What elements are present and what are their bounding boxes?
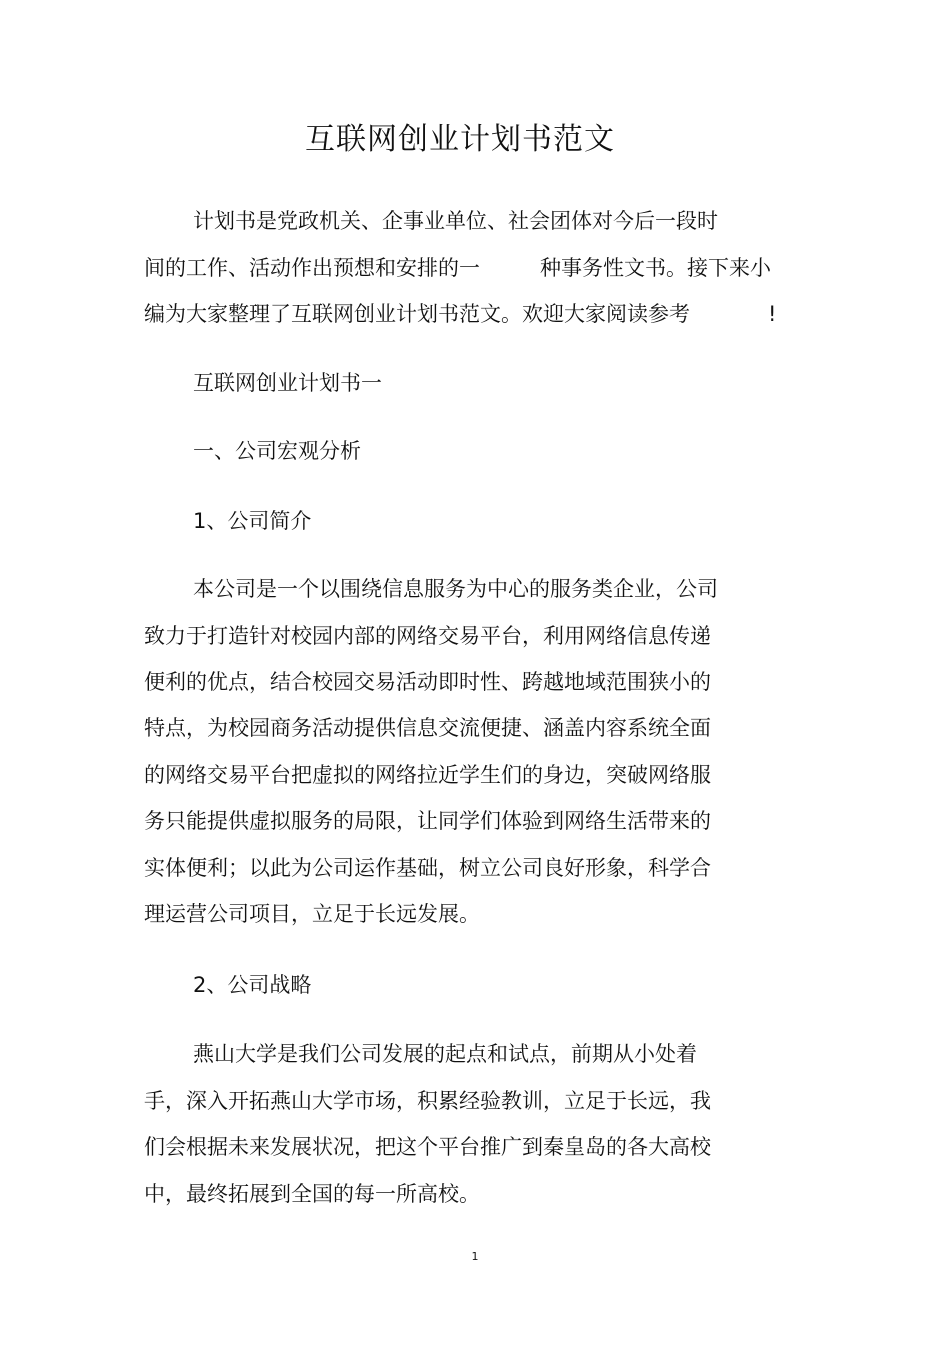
item1-line: 致力于打造针对校园内部的网络交易平台，利用网络信息传递 xyxy=(144,624,711,648)
item1-line: 便利的优点，结合校园交易活动即时性、跨越地域范围狭小的 xyxy=(144,670,711,694)
item1-line: 本公司是一个以围绕信息服务为中心的服务类企业，公司 xyxy=(193,577,718,601)
intro-line-2b: 种事务性文书。接下来小 xyxy=(540,256,771,280)
page-number: 1 xyxy=(471,1250,479,1263)
item2-line: 燕山大学是我们公司发展的起点和试点，前期从小处着 xyxy=(193,1042,697,1066)
item2-line: 们会根据未来发展状况，把这个平台推广到秦皇岛的各大高校 xyxy=(144,1135,711,1159)
item1-line: 的网络交易平台把虚拟的网络拉近学生们的身边，突破网络服 xyxy=(144,763,711,787)
intro-line-3a: 编为大家整理了互联网创业计划书范文。欢迎大家阅读参考 xyxy=(144,302,690,326)
intro-line-1: 计划书是党政机关、企事业单位、社会团体对今后一段时 xyxy=(193,209,718,233)
item2-line: 中，最终拓展到全国的每一所高校。 xyxy=(144,1182,480,1206)
section-heading: 互联网创业计划书一 xyxy=(193,371,382,395)
intro-line-2a: 间的工作、活动作出预想和安排的一 xyxy=(144,256,480,280)
intro-line-3b: ! xyxy=(768,302,777,326)
item2-heading: 2、公司战略 xyxy=(193,973,312,997)
item1-line: 实体便利；以此为公司运作基础，树立公司良好形象，科学合 xyxy=(144,856,711,880)
item2-line: 手，深入开拓燕山大学市场，积累经验教训，立足于长远，我 xyxy=(144,1089,711,1113)
item1-line: 理运营公司项目，立足于长远发展。 xyxy=(144,902,480,926)
document-title: 互联网创业计划书范文 xyxy=(305,122,615,157)
part-heading: 一、公司宏观分析 xyxy=(193,439,361,463)
item1-heading: 1、公司简介 xyxy=(193,509,312,533)
item1-line: 务只能提供虚拟服务的局限，让同学们体验到网络生活带来的 xyxy=(144,809,711,833)
item1-line: 特点，为校园商务活动提供信息交流便捷、涵盖内容系统全面 xyxy=(144,716,711,740)
